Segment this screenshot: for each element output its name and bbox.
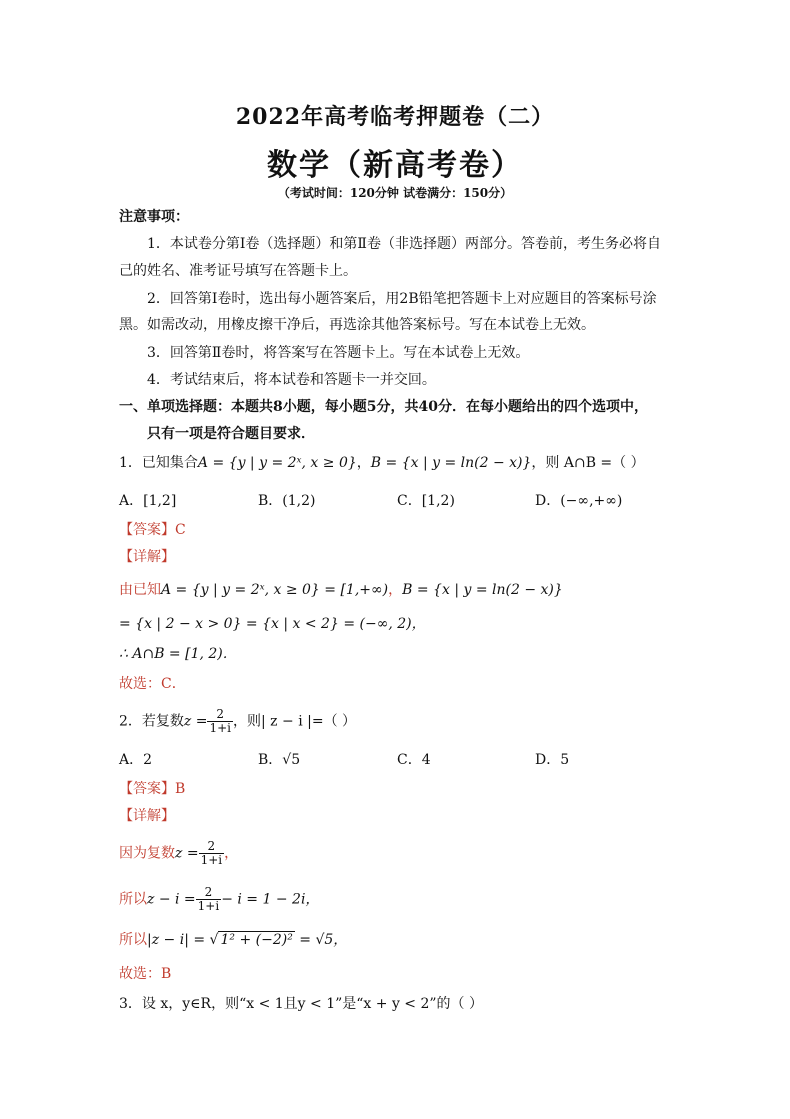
- q1-sol1-prefix: 由已知: [119, 582, 161, 598]
- section-heading-a: 一、单项选择题：本题共8小题，每小题5分，共40分．在每小题给出的四个选项中，: [119, 399, 648, 415]
- notice-item-3: 3．回答第Ⅱ卷时，将答案写在答题卡上。写在本试卷上无效。: [147, 345, 530, 361]
- q1-sol1-sep: ，: [388, 582, 403, 598]
- q1-option-c: C．[1,2): [397, 493, 455, 509]
- q2-frac-num: 2: [207, 708, 233, 722]
- q2-sol3-radicand: 1² + (−2)²: [220, 932, 293, 948]
- q3-stem: 3．设 x，y∈R，则“x < 1且y < 1”是“x + y < 2”的（ ）: [119, 996, 483, 1012]
- q2-detail-label: 【详解】: [119, 808, 175, 824]
- q1-stem: [119, 453, 645, 473]
- q2-option-c: C．4: [397, 752, 431, 768]
- q1-solution-line1: [119, 580, 563, 600]
- q2-option-b: B．√5: [258, 752, 301, 768]
- q2-sol2-frac-num: 2: [196, 886, 222, 900]
- q2-sol2-rhs: − i = 1 − 2i，: [221, 891, 320, 908]
- q1-sol1-math2: B = {x | y = ln(2 − x)}: [402, 582, 563, 598]
- q2-sol3-prefix: 所以: [119, 932, 147, 948]
- q1-stem-prefix: 1．已知集合: [119, 455, 198, 471]
- q2-sol2-prefix: 所以: [119, 891, 147, 908]
- notice-item-1b: 己的姓名、准考证号填写在答题卡上。: [119, 263, 357, 279]
- q2-sol1-frac-den: 1+i: [200, 853, 223, 867]
- q2-sol2-fraction: [196, 886, 222, 913]
- q2-stem-suffix: ，则| z − i |=（ ）: [233, 713, 357, 730]
- q1-detail-label: 【详解】: [119, 549, 175, 565]
- q2-answer: 【答案】B: [119, 781, 186, 797]
- q2-fraction: [207, 708, 233, 735]
- q2-sol3-rhs: = √5，: [299, 932, 348, 948]
- q1-answer: 【答案】C: [119, 522, 186, 538]
- q2-conclusion: 故选：B: [119, 966, 172, 982]
- q1-stem-suffix: ，则 A∩B =（ ）: [531, 455, 645, 471]
- q1-set-b: B = {x | y = ln(2 − x)}: [370, 455, 532, 471]
- q2-sol1-prefix: 因为复数: [119, 845, 175, 862]
- q1-option-a: A．[1,2]: [119, 493, 177, 509]
- q1-sol1-math: A = {y | y = 2ˣ, x ≥ 0} = [1,+∞): [161, 582, 389, 598]
- q2-solution-line2: [119, 886, 319, 913]
- q1-solution-line3: ∴ A∩B = [1, 2)．: [119, 646, 237, 662]
- q2-frac-den: 1+i: [209, 721, 232, 735]
- q2-z-eq: z =: [183, 713, 208, 730]
- q2-sol1-fraction: [199, 840, 225, 867]
- q2-sol2-lhs: z − i =: [147, 891, 196, 908]
- exam-info: （考试时间：120分钟 试卷满分：150分）: [277, 186, 513, 200]
- exam-subject-title: 数学（新高考卷）: [267, 148, 523, 183]
- notice-heading: 注意事项：: [119, 209, 189, 225]
- notice-item-4: 4．考试结束后，将本试卷和答题卡一并交回。: [147, 372, 436, 388]
- exam-title: 2022年高考临考押题卷（二）: [235, 104, 555, 130]
- q2-sol2-frac-den: 1+i: [197, 899, 220, 913]
- q1-set-a: A = {y | y = 2ˣ, x ≥ 0}: [197, 455, 357, 471]
- q2-sol1-frac-num: 2: [199, 840, 225, 854]
- notice-item-2a: 2．回答第Ⅰ卷时，选出每小题答案后，用2B铅笔把答题卡上对应题目的答案标号涂: [147, 291, 657, 307]
- q2-stem: [119, 708, 356, 735]
- q1-conclusion: 故选：C．: [119, 676, 186, 692]
- q2-option-d: D．5: [535, 752, 570, 768]
- q1-option-d: D．(−∞,+∞): [535, 493, 623, 509]
- q2-stem-prefix: 2．若复数: [119, 713, 184, 730]
- q1-sep: ，: [356, 455, 371, 471]
- q2-sol1-z-eq: z =: [175, 845, 199, 862]
- q2-sol3-lhs: |z − i| =: [147, 932, 206, 948]
- notice-item-2b: 黑。如需改动，用橡皮擦干净后，再选涂其他答案标号。写在本试卷上无效。: [119, 317, 595, 333]
- q2-sol1-suffix: ，: [224, 845, 239, 862]
- q1-option-b: B．(1,2): [258, 493, 316, 509]
- q2-solution-line1: [119, 840, 238, 867]
- q2-solution-line3: 所以|z − i| = √ 1² + (−2)² = √5，: [119, 932, 348, 948]
- q1-solution-line2: = {x | 2 − x > 0} = {x | x < 2} = (−∞, 2)，: [119, 616, 426, 632]
- section-heading-b: 只有一项是符合题目要求．: [147, 426, 315, 442]
- notice-item-1a: 1．本试卷分第Ⅰ卷（选择题）和第Ⅱ卷（非选择题）两部分。答卷前，考生务必将自: [147, 236, 661, 252]
- q2-option-a: A．2: [119, 752, 153, 768]
